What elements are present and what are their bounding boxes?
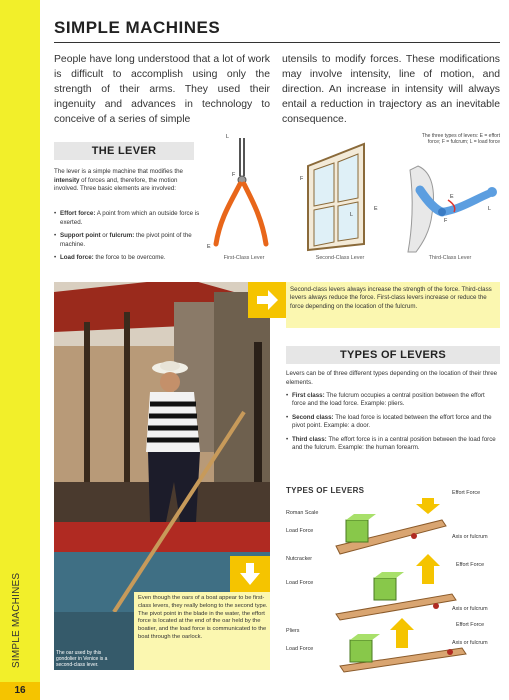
- title-rule: [54, 42, 500, 43]
- diagram-axis-label: Axis or fulcrum: [452, 640, 488, 646]
- diagram-load-label: Load Force: [286, 646, 314, 652]
- types-list: [286, 392, 500, 457]
- load-cube-top: [374, 572, 404, 578]
- gondolier-shirt: [146, 392, 200, 452]
- lever-body-text-end: of forces and, therefore, the motion involved. Three basic elements are involved:: [54, 176, 178, 193]
- forearm: [442, 194, 488, 212]
- label-e: E: [374, 206, 378, 212]
- bullet-term: First class:: [292, 392, 325, 399]
- caption-first-class: First-Class Lever: [223, 255, 265, 261]
- lever-types-note: The three types of levers: E = effort force; F = fulcrum; L = load force: [421, 133, 500, 146]
- bullet-text: or: [100, 232, 110, 240]
- label-l: L: [488, 206, 491, 212]
- arrow-up-icon: [390, 618, 414, 648]
- gondolier-hat: [160, 361, 180, 371]
- window-illustration: [300, 140, 378, 254]
- window-pane: [338, 154, 358, 202]
- diagram-effort-label: Effort Force: [456, 622, 485, 628]
- caption-third-class: Third-Class Lever: [428, 255, 472, 261]
- intro-right-column: utensils to modify forces. These modifications may involve intensity, line of motion, and direction. An increase in intensity will always entail a reduction in trajectory as an inevitable consequence.: [282, 54, 500, 125]
- bullet-term: Third class:: [292, 435, 327, 443]
- diagram-effort-label: Effort Force: [456, 562, 485, 568]
- list-item: [54, 210, 204, 227]
- photo-caption: The oar used by this gondolier in Venice is a second-class lever.: [56, 650, 108, 669]
- lever-heading: THE LEVER: [54, 142, 194, 160]
- arrow-up-icon: [416, 554, 440, 584]
- plier-handle-right: [244, 184, 266, 244]
- arrow-box-top: [248, 282, 286, 318]
- diagram-row-name: Nutcracker: [286, 556, 313, 562]
- list-item: [286, 392, 500, 409]
- lever-body-text: The lever is a simple machine that modifies the: [54, 168, 183, 175]
- load-cube: [374, 578, 396, 600]
- window-pane: [314, 163, 334, 206]
- fulcrum: [433, 603, 439, 609]
- elbow-joint: [438, 208, 446, 216]
- bullet-text: A point from which an outside force is exerted.: [60, 210, 200, 226]
- label-e: E: [450, 194, 454, 200]
- bullet-text: the pivot point of the machine.: [60, 232, 192, 248]
- gondolier-head: [160, 372, 180, 392]
- list-item: [286, 414, 500, 431]
- types-heading: TYPES OF LEVERS: [286, 346, 500, 364]
- bullet-text: The fulcrum occupies a central position between the effort force and the load force. Example: pliers.: [292, 392, 485, 408]
- page-title: SIMPLE MACHINES: [54, 18, 221, 37]
- diagram-title: TYPES OF LEVERS: [286, 486, 365, 495]
- load-cube: [346, 520, 368, 542]
- load-cube: [350, 640, 372, 662]
- forearm-illustration: [402, 160, 502, 254]
- arrow-box-bottom-text: Even though the oars of a boat appear to be first-class levers, they really belong to the second type. The pivot point in the blade in the water, the effort force is located at the end of the oar held by the boatier, and the load force is communicated to the boat through the oarlock.: [138, 595, 268, 640]
- bullet-term: Load force:: [60, 254, 94, 262]
- bullet-text: the force to be overcome.: [93, 254, 166, 262]
- load-cube-top: [346, 514, 376, 520]
- sidebar-label: SIMPLE MACHINES: [11, 572, 22, 668]
- types-of-levers-diagram: [286, 498, 506, 678]
- bullet-text: The effort force is in a central position between the load force and the fulcrum. Example: the human forearm.: [292, 435, 496, 452]
- window-pane: [314, 206, 334, 246]
- diagram-axis-label: Axis or fulcrum: [452, 606, 488, 612]
- arrow-right-icon: [248, 282, 286, 318]
- arrow-down-icon: [416, 498, 440, 514]
- intro-left-column: People have long understood that a lot of work is difficult to accomplish using only the strength of their arms. They used their ingenuity and advances in technology to conceive of a series of simple: [54, 54, 270, 125]
- label-l: L: [226, 134, 229, 140]
- arrow-box-bottom: [230, 556, 270, 592]
- label-f: F: [444, 218, 448, 224]
- lever-body-bold: intensity: [54, 176, 80, 184]
- fulcrum: [411, 533, 417, 539]
- fulcrum: [447, 649, 453, 655]
- diagram-load-label: Load Force: [286, 580, 314, 586]
- lever-elements-list: [54, 210, 204, 268]
- hand: [487, 187, 497, 197]
- arrow-down-icon: [230, 556, 270, 592]
- bullet-term: Effort force:: [60, 210, 96, 217]
- diagram-row-name: Roman Scale: [286, 510, 319, 516]
- label-l: L: [350, 212, 353, 218]
- list-item: [54, 232, 204, 249]
- diagram-axis-label: Axis or fulcrum: [452, 534, 488, 540]
- arrow-box-top-text: Second-class levers always increase the strength of the force. Third-class levers always reduce the force. First-class levers increase or reduce the force depending on the location of the fulcrum.: [290, 286, 492, 310]
- bullet-term: Second class:: [292, 413, 334, 421]
- lever-body: [54, 168, 202, 194]
- load-cube-top: [350, 634, 380, 640]
- label-f: F: [232, 172, 236, 178]
- caption-second-class: Second-Class Lever: [315, 255, 365, 261]
- label-e: E: [207, 244, 211, 250]
- diagram-effort-label: Effort Force: [452, 490, 481, 496]
- plier-handle-left: [216, 184, 240, 244]
- label-f: F: [300, 176, 304, 182]
- bullet-text: The load force is located between the effort force and the pivot point. Example: a door.: [292, 413, 492, 430]
- bullet-term: Support point: [60, 232, 101, 240]
- diagram-row-name: Pliers: [286, 628, 300, 634]
- list-item: [286, 436, 500, 453]
- page-number: 16: [0, 682, 40, 700]
- diagram-load-label: Load Force: [286, 528, 314, 534]
- pliers-illustration: [204, 134, 278, 252]
- list-item: [54, 254, 204, 263]
- bullet-term: fulcrum:: [109, 232, 135, 240]
- window-pane: [338, 202, 358, 241]
- types-intro: Levers can be of three different types depending on the location of their three elements.: [286, 370, 498, 386]
